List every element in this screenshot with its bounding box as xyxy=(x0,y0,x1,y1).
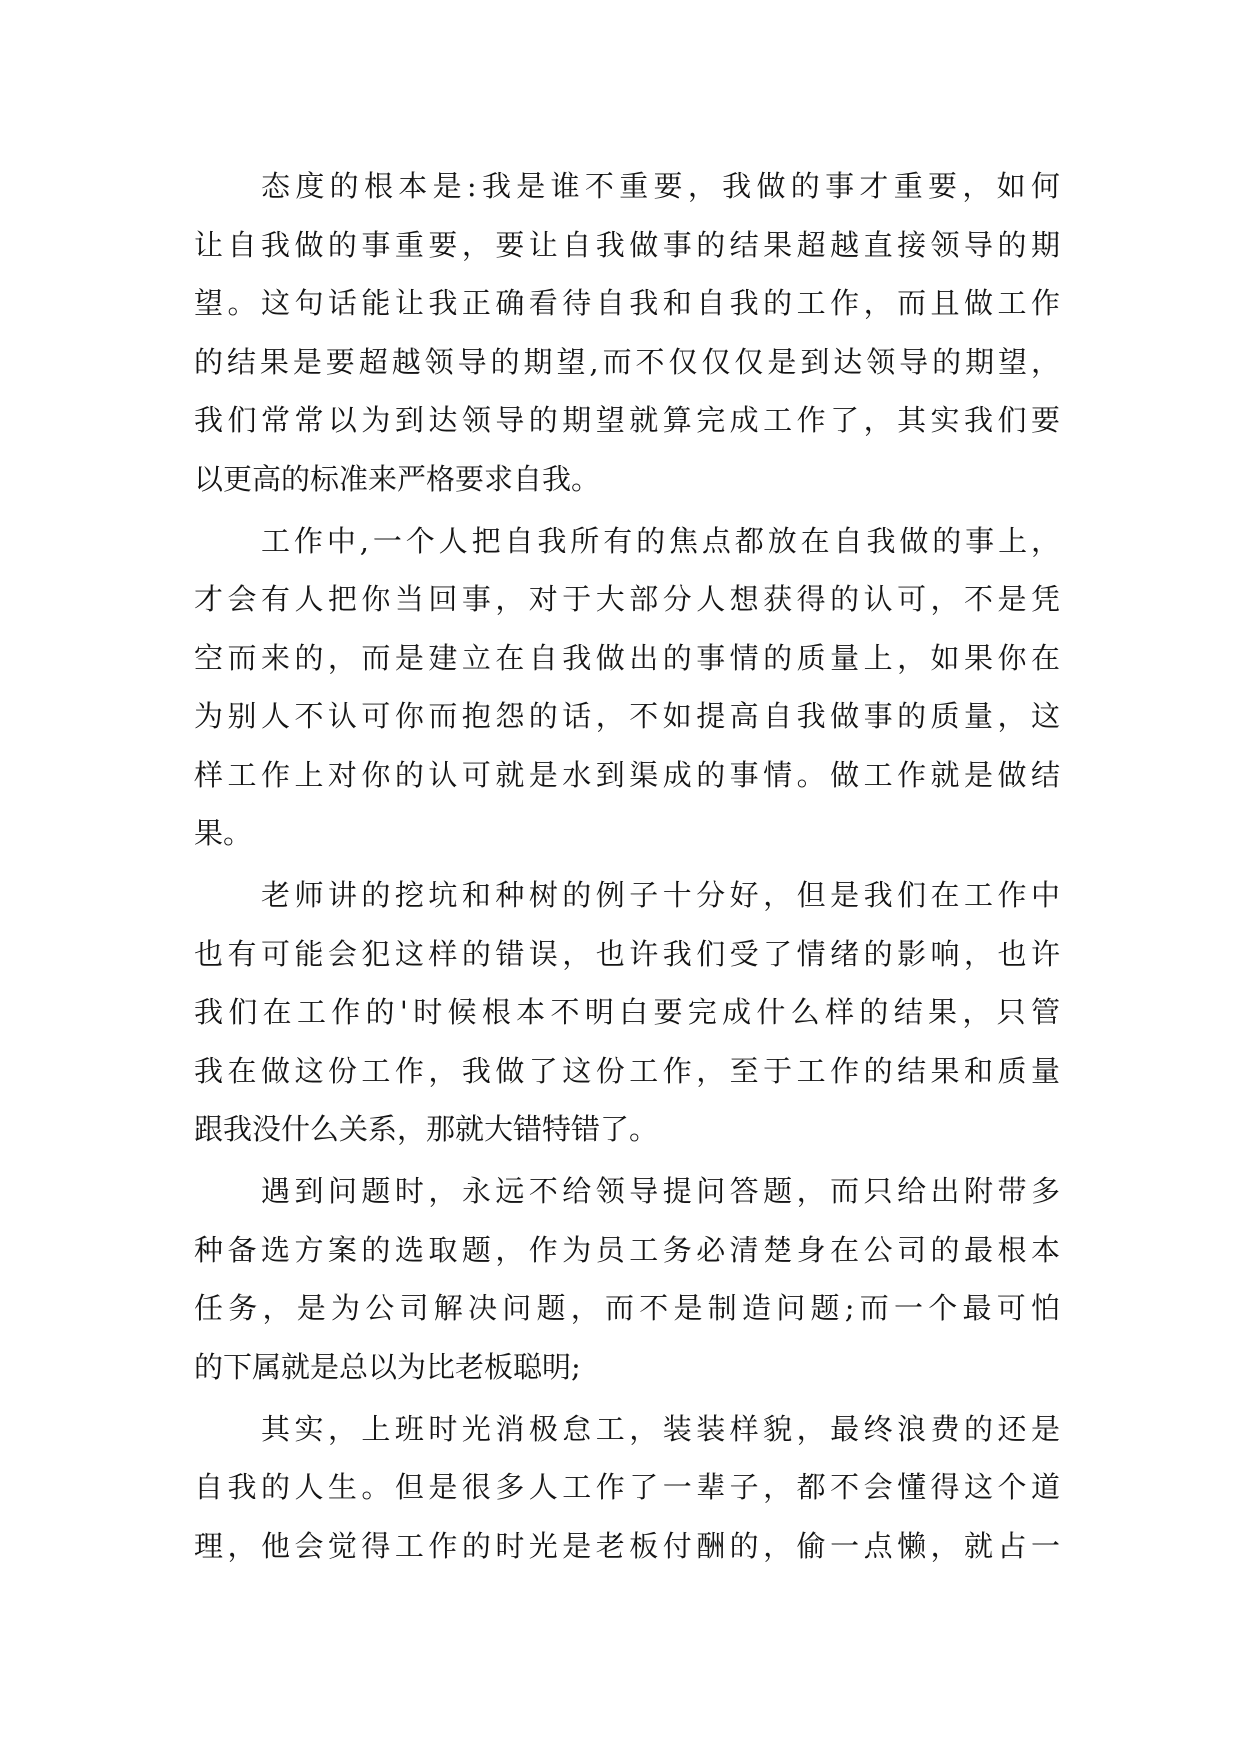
text-line: 为别人不认可你而抱怨的话，不如提高自我做事的质量，这 xyxy=(194,699,1060,733)
text-line: 的下属就是总以为比老板聪明; xyxy=(194,1349,581,1384)
text-line: 我们在工作的'时候根本不明白要完成什么样的结果，只管 xyxy=(194,995,1060,1029)
text-line: 才会有人把你当回事，对于大部分人想获得的认可，不是凭 xyxy=(194,582,1060,616)
text-line: 的结果是要超越领导的期望,而不仅仅仅是到达领导的期望， xyxy=(194,344,1060,379)
paragraph-3 xyxy=(194,866,1060,1159)
paragraph-5 xyxy=(194,1400,1060,1576)
text-line: 态度的根本是:我是谁不重要，我做的事才重要，如何 xyxy=(261,169,1060,203)
text-line: 自我的人生。但是很多人工作了一辈子，都不会懂得这个道 xyxy=(194,1470,1060,1504)
text-line: 我们常常以为到达领导的期望就算完成工作了，其实我们要 xyxy=(194,403,1060,437)
text-line: 空而来的，而是建立在自我做出的事情的质量上，如果你在 xyxy=(194,640,1060,675)
text-line: 样工作上对你的认可就是水到渠成的事情。做工作就是做结 xyxy=(194,757,1060,792)
text-line: 其实，上班时光消极怠工，装装样貌，最终浪费的还是 xyxy=(261,1411,1060,1446)
text-line: 工作中,一个人把自我所有的焦点都放在自我做的事上， xyxy=(261,523,1060,558)
text-line: 任务，是为公司解决问题，而不是制造问题;而一个最可怕 xyxy=(194,1291,1060,1325)
text-line: 遇到问题时，永远不给领导提问答题，而只给出附带多 xyxy=(261,1174,1060,1208)
text-line: 跟我没什么关系，那就大错特错了。 xyxy=(194,1112,659,1146)
text-line: 果。 xyxy=(194,816,253,850)
paragraph-1 xyxy=(194,157,1060,508)
text-line: 让自我做的事重要，要让自我做事的结果超越直接领导的期 xyxy=(194,227,1060,262)
text-line: 望。这句话能让我正确看待自我和自我的工作，而且做工作 xyxy=(194,286,1060,320)
text-line: 我在做这份工作，我做了这份工作，至于工作的结果和质量 xyxy=(194,1053,1060,1088)
text-line: 以更高的标准来严格要求自我。 xyxy=(194,461,601,496)
paragraph-4 xyxy=(194,1162,1060,1396)
document-body xyxy=(194,157,1060,1579)
text-line: 种备选方案的选取题，作为员工务必清楚身在公司的最根本 xyxy=(194,1232,1060,1267)
text-line: 理，他会觉得工作的时光是老板付酬的，偷一点懒，就占一 xyxy=(194,1528,1060,1563)
paragraph-2 xyxy=(194,512,1060,863)
text-line: 也有可能会犯这样的错误，也许我们受了情绪的影响，也许 xyxy=(194,936,1060,971)
text-line: 老师讲的挖坑和种树的例子十分好，但是我们在工作中 xyxy=(261,878,1060,912)
